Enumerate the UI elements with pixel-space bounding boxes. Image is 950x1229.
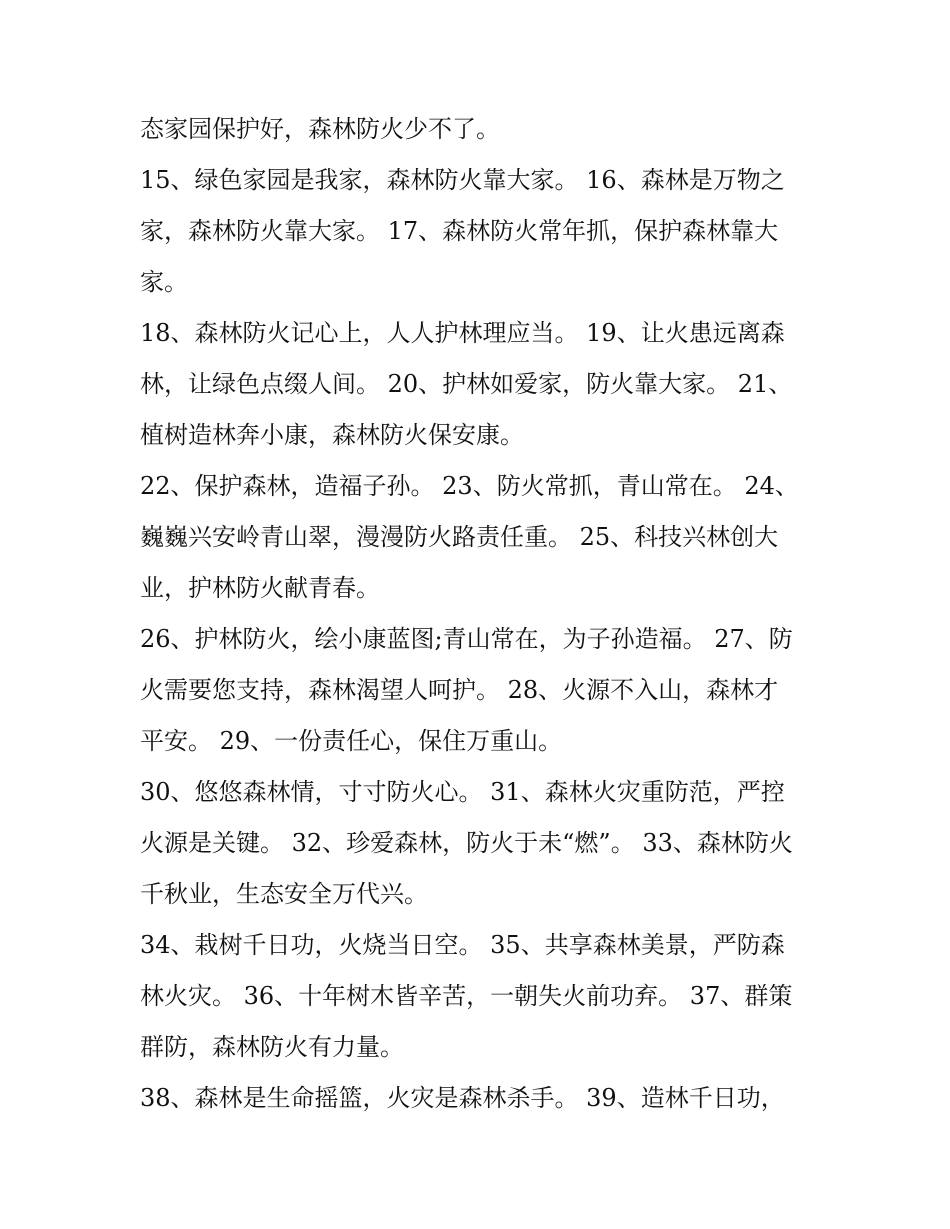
text-line: 千秋业，生态安全万代兴。 <box>140 880 428 908</box>
text-line: 18、森林防火记心上，人人护林理应当。 19、让火患远离森 <box>140 319 785 347</box>
text-line: 群防，森林防火有力量。 <box>140 1033 404 1061</box>
text-line: 火需要您支持，森林渴望人呵护。 28、火源不入山，森林才 <box>140 676 779 704</box>
text-line: 38、森林是生命摇篮，火灾是森林杀手。 39、造林千日功， <box>140 1084 785 1112</box>
text-line: 22、保护森林，造福子孙。 23、防火常抓，青山常在。 24、 <box>140 472 799 500</box>
text-line: 巍巍兴安岭青山翠，漫漫防火路责任重。 25、科技兴林创大 <box>140 523 779 551</box>
text-line: 植树造林奔小康，森林防火保安康。 <box>140 421 524 449</box>
text-line: 30、悠悠森林情，寸寸防火心。 31、森林火灾重防范，严控 <box>140 778 785 806</box>
text-line: 林火灾。 36、十年树木皆辛苦，一朝失火前功弃。 37、群策 <box>140 982 793 1010</box>
text-line: 26、护林防火，绘小康蓝图;青山常在，为子孙造福。 27、防 <box>140 625 793 653</box>
text-line: 业，护林防火献青春。 <box>140 574 380 602</box>
text-line: 家。 <box>140 268 188 296</box>
text-line: 态家园保护好，森林防火少不了。 <box>140 115 500 143</box>
text-line: 34、栽树千日功，火烧当日空。 35、共享森林美景，严防森 <box>140 931 785 959</box>
text-line: 家，森林防火靠大家。 17、森林防火常年抓，保护森林靠大 <box>140 217 779 245</box>
document-body <box>140 104 810 1124</box>
text-line: 平安。 29、一份责任心，保住万重山。 <box>140 727 563 755</box>
text-line: 林，让绿色点缀人间。 20、护林如爱家，防火靠大家。 21、 <box>140 370 793 398</box>
text-line: 火源是关键。 32、珍爱森林，防火于未“燃”。 33、森林防火 <box>140 829 793 857</box>
text-line: 15、绿色家园是我家，森林防火靠大家。 16、森林是万物之 <box>140 166 785 194</box>
